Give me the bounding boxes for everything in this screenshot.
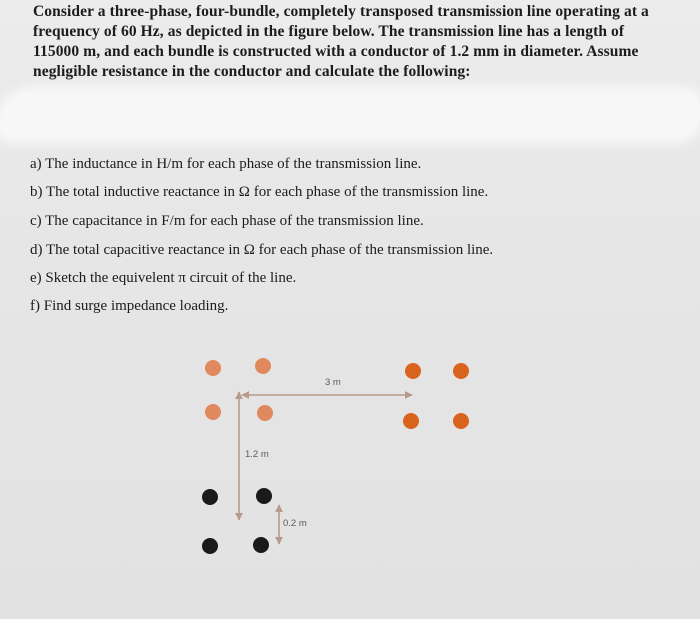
conductor <box>202 538 218 554</box>
question-f: f) Find surge impedance loading. <box>30 298 229 314</box>
conductor <box>453 413 469 429</box>
question-c: c) The capacitance in F/m for each phase of the transmission line. <box>30 213 424 229</box>
bundle-spacing-label: 0.2 m <box>283 518 307 529</box>
phase-bundle-right <box>403 363 469 429</box>
conductor <box>256 488 272 504</box>
question-e: e) Sketch the equivelent π circuit of the line. <box>30 270 297 286</box>
conductor <box>405 363 421 379</box>
intro-line-2: frequency of 60 Hz, as depicted in the figure below. The transmission line has a length of <box>33 23 625 40</box>
conductor <box>453 363 469 379</box>
intro-line-4: negligible resistance in the conductor and calculate the following: <box>33 63 471 80</box>
conductor <box>205 360 221 376</box>
question-a: a) The inductance in H/m for each phase of the transmission line. <box>30 156 422 172</box>
vertical-spacing-label: 1.2 m <box>245 449 269 460</box>
conductor <box>205 404 221 420</box>
intro-line-3: 115000 m, and each bundle is constructed with a conductor of 1.2 mm in diameter. Assume <box>33 43 639 60</box>
question-d: d) The total capacitive reactance in Ω for each phase of the transmission line. <box>30 242 494 258</box>
conductor <box>253 537 269 553</box>
conductor <box>403 413 419 429</box>
conductor <box>257 405 273 421</box>
conductor <box>202 489 218 505</box>
conductor <box>255 358 271 374</box>
phase-bundle-bottom <box>202 488 272 554</box>
question-b: b) The total inductive reactance in Ω for each phase of the transmission line. <box>30 184 489 200</box>
intro-line-1: Consider a three-phase, four-bundle, completely transposed transmission line operating at a <box>33 3 649 20</box>
phase-spacing-label: 3 m <box>325 377 341 388</box>
